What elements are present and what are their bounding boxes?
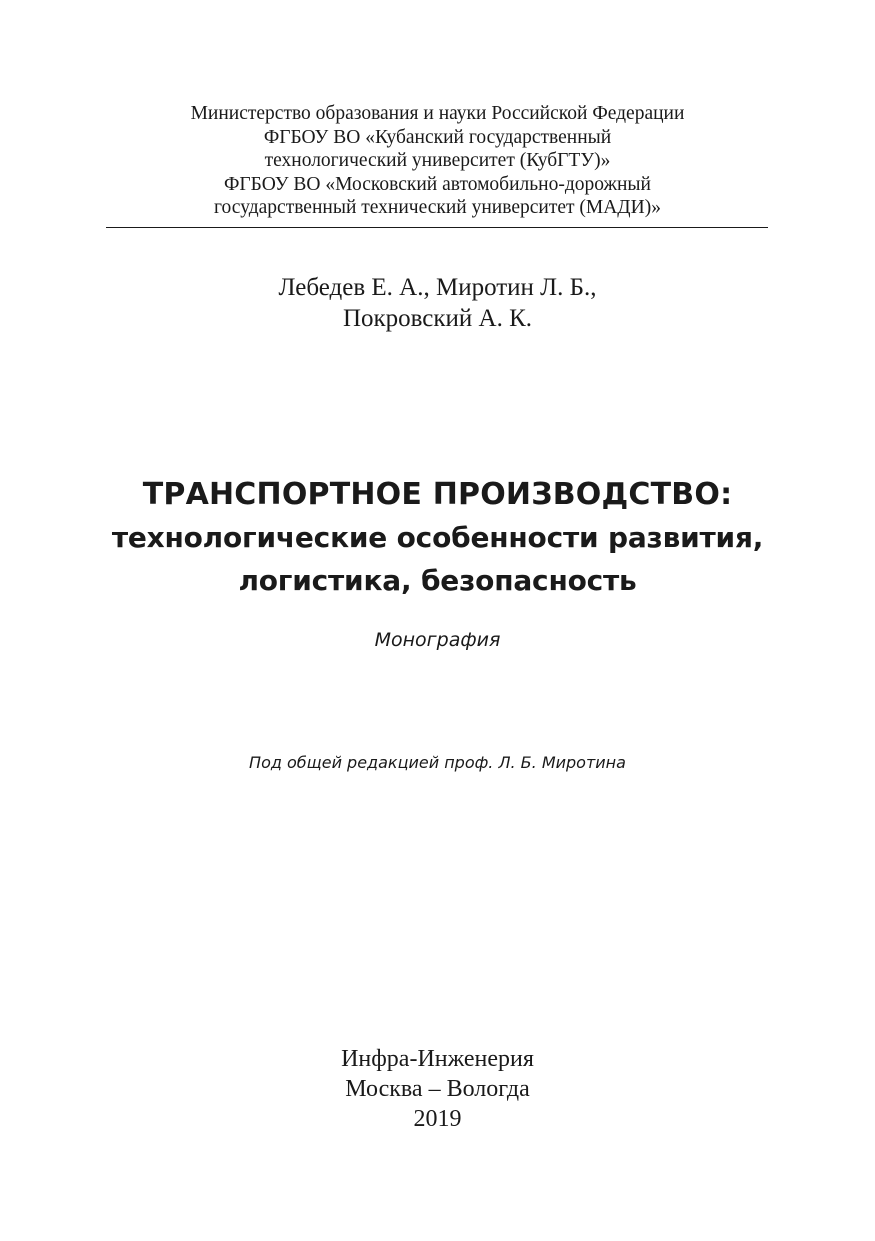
header-divider (106, 227, 768, 228)
book-title (0, 473, 875, 602)
genre-label: Монография (374, 629, 501, 651)
book-title-sub-line-1: технологические особенности развития, (111, 521, 764, 554)
authors-line-1: Лебедев Е. А., Миротин Л. Б., (278, 274, 597, 301)
university-2-line-2: государственный технический университет (МАДИ)» (214, 197, 661, 219)
publication-year: 2019 (413, 1106, 462, 1132)
editor-credit: Под общей редакцией проф. Л. Б. Миротина (249, 753, 626, 772)
university-1-line-1: ФГБОУ ВО «Кубанский государственный (263, 126, 612, 148)
book-title-main: ТРАНСПОРТНОЕ ПРОИЗВОДСТВО: (142, 477, 733, 512)
university-1-line-2: технологический университет (КубГТУ)» (264, 150, 611, 172)
university-2-line-1: ФГБОУ ВО «Московский автомобильно-дорожный (224, 173, 651, 195)
publisher-city: Москва – Вологда (345, 1076, 530, 1102)
ministry-line: Министерство образования и науки Российской Федерации (190, 103, 685, 124)
institution-header (0, 102, 875, 220)
authors (0, 272, 875, 334)
publisher-name: Инфра-Инженерия (341, 1046, 534, 1072)
authors-line-2: Покровский А. К. (342, 305, 533, 332)
publisher-block (0, 1044, 875, 1134)
book-title-sub-line-2: логистика, безопасность (238, 564, 637, 597)
